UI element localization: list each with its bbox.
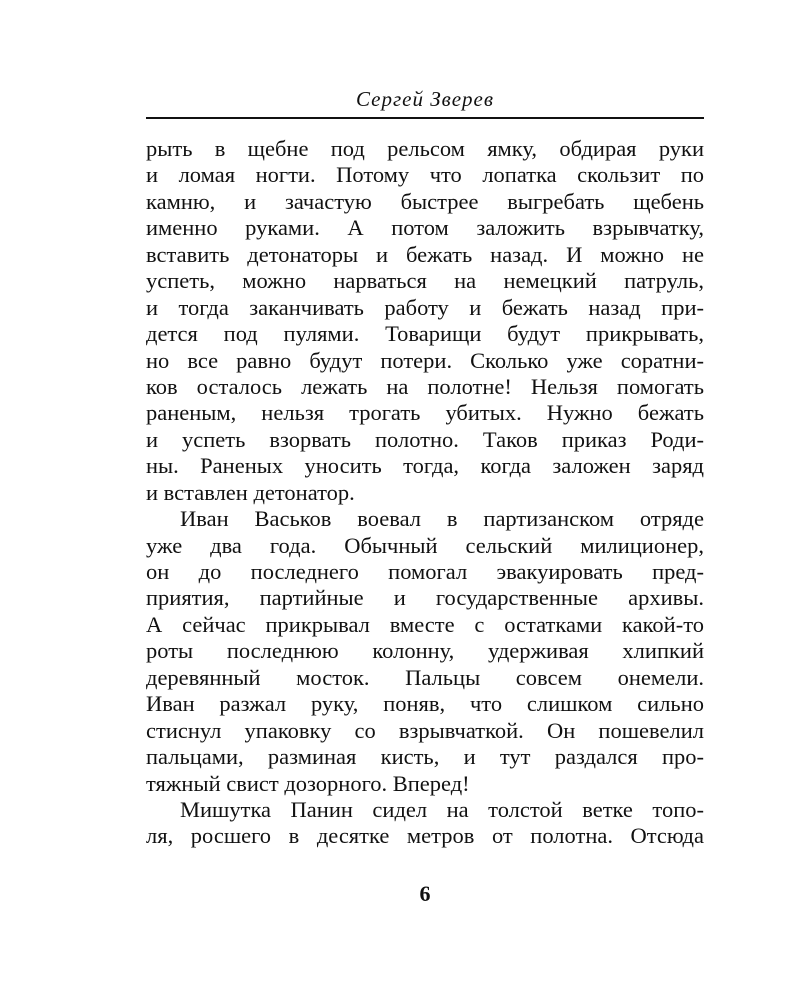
text-line: именно руками. А потом заложить взрывчатку, [146,215,704,241]
paragraph-3 [146,797,704,850]
text-line: и вставлен детонатор. [146,479,355,505]
body-text [146,136,704,850]
paragraph-2 [146,506,704,797]
author-name: Сергей Зверев [355,87,494,111]
text-line: дется под пулями. Товарищи будут прикрывать, [146,321,704,347]
running-header [146,84,704,118]
text-line: стиснул упаковку со взрывчаткой. Он пошевелил [146,717,704,743]
text-line: и ломая ногти. Потому что лопатка скользит по [146,162,704,188]
text-line: деревянный мосток. Пальцы совсем онемели. [146,664,704,690]
text-line: Иван Васьков воевал в партизанском отряде [180,506,704,532]
text-line: ков осталось лежать на полотне! Нельзя помогать [146,373,704,399]
text-line: вставить детонаторы и бежать назад. И можно не [146,241,704,267]
text-line: ля, росшего в десятке метров от полотна. Отсюда [146,823,704,849]
text-line: раненым, нельзя трогать убитых. Нужно бежать [146,400,704,426]
text-line: рыть в щебне под рельсом ямку, обдирая руки [146,136,704,161]
text-line: но все равно будут потери. Сколько уже соратни- [146,347,704,373]
page-number: 6 [419,881,431,906]
text-line: и тогда заканчивать работу и бежать назад при- [146,294,704,320]
text-line: ны. Раненых уносить тогда, когда заложен заряд [146,453,704,479]
text-line: роты последнюю колонну, удерживая хлипкий [146,638,704,664]
header-rule [146,117,704,119]
text-line: Мишутка Панин сидел на толстой ветке топо- [180,796,704,822]
text-line: пальцами, разминая кисть, и тут раздался про- [146,744,704,770]
text-line: камню, и зачастую быстрее выгребать щебень [146,188,704,214]
text-line: А сейчас прикрывал вместе с остатками какой-то [146,611,704,637]
text-line: Иван разжал руку, поняв, что слишком сильно [146,691,704,717]
text-line: успеть, можно нарваться на немецкий патруль, [146,268,704,294]
text-line: он до последнего помогал эвакуировать пред- [146,559,704,584]
text-line: тяжный свист дозорного. Вперед! [146,770,470,796]
text-line: уже два года. Обычный сельский милиционер, [146,532,704,558]
text-line: и успеть взорвать полотно. Таков приказ Роди- [146,426,704,452]
paragraph-1 [146,136,704,506]
text-line: приятия, партийные и государственные архивы. [146,585,704,611]
